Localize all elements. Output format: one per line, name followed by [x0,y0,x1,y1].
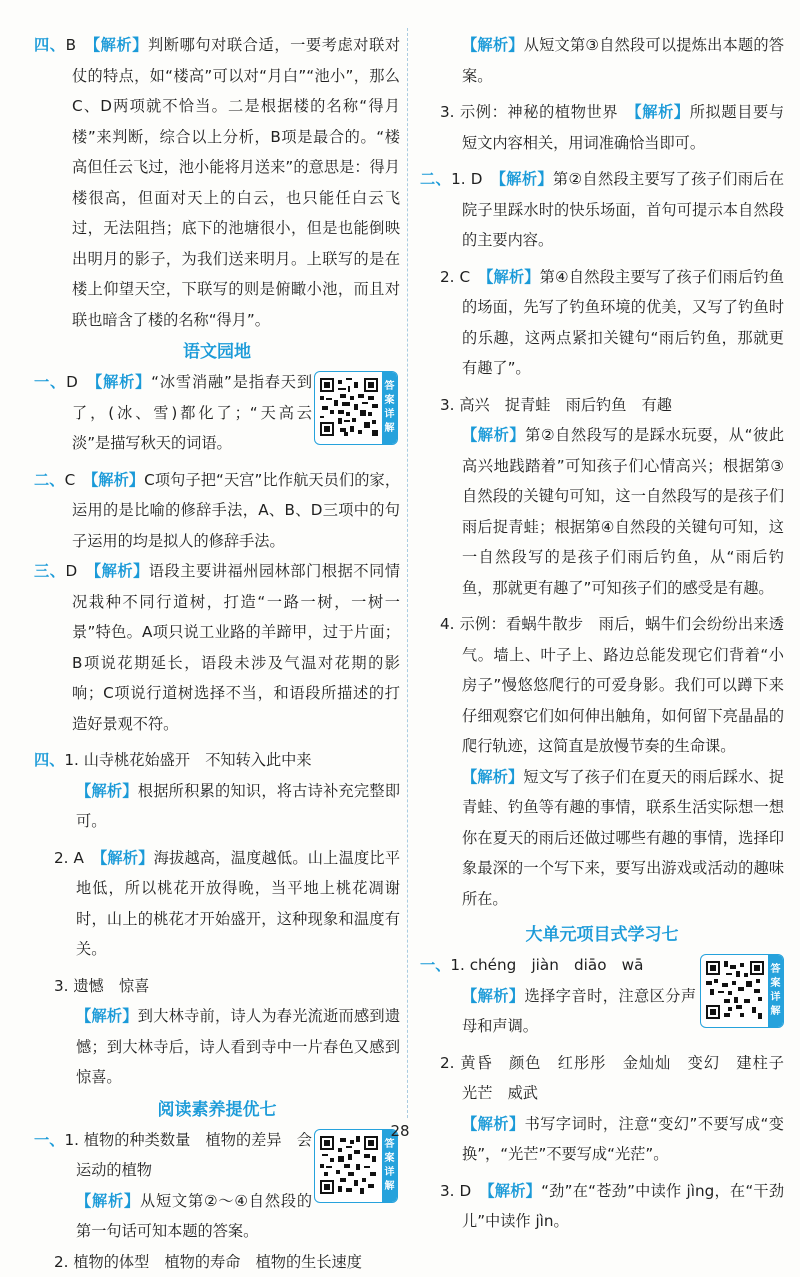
analysis-tag: 【 解析 】 [634,103,690,121]
analysis-tag: 【 解析 】 [100,849,154,867]
answer-4-3-yuandi [34,971,400,1002]
section-heading-yuwen-yuandi: 语文园地 [34,337,400,367]
qr-label-char: 案 [385,394,395,408]
analysis-text: 从短文第②～④自然段的第一句话可知本题的答案。 [76,1192,312,1241]
analysis-text: 根据所积累的知识，将古诗补充完整即可。 [76,782,400,831]
qr-label-char: 解 [771,1005,781,1019]
answer-text: 3. 遗憾 惊喜 [54,977,149,995]
analysis-text: 到大林寺前，诗人为春光流逝而感到遗憾；到大林寺后，诗人看到寺中一片春色又感到惊喜。 [76,1007,400,1086]
analysis-tag: 【 解析 】 [76,1192,140,1210]
qr-label-char: 详 [771,991,781,1005]
answer-text: B [66,36,76,54]
answer-1-2-yuedu [34,1247,400,1277]
item-number: 四、 [34,751,64,769]
answer-text: C [65,471,76,489]
answer-1-3-yuedu [420,97,784,158]
qr-label-char: 答 [385,1138,395,1152]
answer-1-yuandi [34,367,400,459]
answer-1-1-danyuan [420,950,784,981]
analysis-4-3 [34,1001,400,1093]
answer-4-2-yuandi [34,843,400,965]
analysis-tag: 【 解析 】 [462,768,523,786]
analysis-2-4-yuedu [420,762,784,915]
analysis-tag: 【 解析 】 [76,782,138,800]
analysis-tag: 【 解析 】 [93,562,148,580]
analysis-text: 从短文第③自然段可以提炼出本题的答案。 [462,36,784,85]
analysis-1-2-yuedu [420,30,784,91]
analysis-text: 判断哪句对联合适，一要考虑对联对仗的特点，如“楼高”可以对“月白”“池小”，那么C、D两项就不恰当。二是根据楼的名称“得月楼”来判断，综合以上分析，B项是最合的。“楼高但任云飞过，池小能将月送来”的意思是：得月楼很高，但面对天上的白云，也只能任白云飞过，无法阻挡；底下的池塘很小，但是也能倒映出明月的影子，为我们送来明月。上联写的是在楼上仰望天空，下联写的则是俯瞰小池，而且对联也暗含了楼的名称“得月”。 [72,36,400,329]
item-number: 二、 [420,170,451,188]
answer-text: 2. 黄昏 颜色 红彤彤 金灿灿 变幻 建柱子 光芒 威武 [440,1054,799,1103]
answer-text: 3. D [440,1182,471,1200]
answer-text: 1. 山寺桃花始盛开 不知转入此中来 [64,751,311,769]
right-column [420,30,784,1237]
analysis-text: 短文写了孩子们在夏天的雨后踩水、捉青蛙、钓鱼等有趣的事情，联系生活实际想一想你在夏天的雨后还做过哪些有趣的事情，选择印象最深的一个写下来，要写出游戏或活动的趣味所在。 [462,768,784,908]
analysis-text: 第④自然段主要写了孩子们雨后钓鱼的场面，先写了钓鱼环境的优美，又写了钓鱼时的乐趣，这两点紧扣关键句“雨后钓鱼，那就更有趣了”。 [462,268,784,378]
analysis-tag: 【 解析 】 [486,268,540,286]
answer-4-1-yuandi [34,745,400,776]
analysis-text: “冰雪消融”是指春天到了，(冰、雪)都化了；“天高云淡”是描写秋天的词语。 [72,373,312,452]
answer-text: 1. chéng jiàn diāo wā [450,956,643,974]
analysis-tag: 【 解析 】 [91,471,145,489]
answer-text: 4. 示例：看蜗牛散步 雨后，蜗牛们会纷纷出来透气。墙上、叶子上、路边总能发现它们背着“小房子”慢悠悠爬行的可爱身影。我们可以蹲下来仔细观察它们如何伸出触角，如何留下亮晶晶的爬行轨迹，这简直是放慢节奏的生命课。 [440,615,784,755]
item-number: 二、 [34,471,65,489]
answer-text: 1. D [451,170,482,188]
analysis-1-1-yuedu [34,1186,400,1247]
item-number: 一、 [420,956,450,974]
analysis-tag: 【 解析 】 [462,987,525,1005]
left-column [34,30,400,1277]
qr-label-char: 解 [385,1180,395,1194]
analysis-1-1-danyuan [420,981,784,1042]
analysis-text: C项句子把“天宫”比作航天员们的家，运用的是比喻的修辞手法，A、B、D三项中的句子运用的均是拟人的修辞手法。 [72,471,400,550]
item-number: 三、 [34,562,65,580]
column-divider [407,28,408,1118]
analysis-tag: 【 解析 】 [462,1115,525,1133]
analysis-2-3-yuedu [420,420,784,603]
answer-3-yuandi [34,556,400,739]
answer-2-1-yuedu [420,164,784,256]
analysis-text: 选择字音时，注意区分声母和声调。 [462,987,696,1036]
analysis-tag: 【 解析 】 [92,36,148,54]
answer-text: 2. C [440,268,470,286]
section-heading-da-danyuan: 大单元项目式学习七 [420,920,784,950]
qr-label-char: 详 [385,408,395,422]
answer-1-3-danyuan [420,1176,784,1237]
answer-text: 2. A [54,849,84,867]
analysis-tag: 【 解析 】 [462,426,525,444]
answer-2-3-yuedu [420,390,784,421]
page-number: 28 [0,1122,800,1140]
qr-label-char: 案 [771,977,781,991]
qr-label-char: 答 [385,380,395,394]
item-number: 一、 [34,1131,64,1149]
answer-text: D [66,373,78,391]
analysis-4-1 [34,776,400,837]
qr-label-char: 详 [385,1166,395,1180]
analysis-tag: 【 解析 】 [498,170,553,188]
qr-label-char: 答 [771,963,781,977]
item-number: 一、 [34,373,66,391]
answer-2-2-yuedu [420,262,784,384]
qr-label-char: 案 [385,1152,395,1166]
qr-label-char: 解 [385,422,395,436]
analysis-text: 海拔越高，温度越低。山上温度比平地低，所以桃花开放得晚，当平地上桃花凋谢时，山上的桃花才开始盛开，这种现象和温度有关。 [76,849,400,959]
analysis-text: 语段主要讲福州园林部门根据不同情况栽种不同行道树，打造“一路一树，一树一景”特色。A项只说工业路的羊蹄甲，过于片面；B项说花期延长，语段未涉及气温对花期的影响；C项说行道树选择不当，和语段所描述的打造好景观不符。 [72,562,400,733]
analysis-text: “劲”在“苍劲”中读作 jìng，在“干劲儿”中读作 jìn。 [462,1182,784,1231]
analysis-tag: 【 解析 】 [487,1182,541,1200]
analysis-text: 第②自然段主要写了孩子们雨后在院子里踩水时的快乐场面，首句可提示本自然段的主要内容。 [462,170,784,249]
answer-text: D [65,562,77,580]
analysis-tag: 【 解析 】 [95,373,152,391]
answer-4-friendly [34,30,400,335]
analysis-tag: 【 解析 】 [76,1007,138,1025]
section-heading-yuedu-suyang: 阅读素养提优七 [34,1095,400,1125]
answer-text: 3. 示例：神秘的植物世界 [440,103,618,121]
analysis-text: 所拟题目要与短文内容相关，用词准确恰当即可。 [462,103,784,152]
analysis-tag: 【 解析 】 [462,36,524,54]
analysis-text: 第②自然段写的是踩水玩耍，从“彼此高兴地践踏着”可知孩子们心情高兴；根据第③自然段的关键句可知，这一自然段写的是孩子们雨后捉青蛙；根据第④自然段的关键句可知，这一自然段写的是孩子们雨后钓鱼，从“雨后钓鱼，那就更有趣了”可知孩子们的感受是有趣。 [462,426,784,597]
answer-2-yuandi [34,465,400,557]
item-number: 四、 [34,36,66,54]
answer-2-4-yuedu [420,609,784,762]
answer-text: 2. 植物的体型 植物的寿命 植物的生长速度 [54,1253,362,1271]
answer-text: 3. 高兴 捉青蛙 雨后钓鱼 有趣 [440,396,672,414]
answer-1-2-danyuan [420,1048,784,1109]
answer-text: 1. 植物的种类数量 植物的差异 会运动的植物 [64,1131,312,1180]
analysis-text: 书写字词时，注意“变幻”不要写成“变换”，“光芒”不要写成“光茫”。 [462,1115,784,1164]
